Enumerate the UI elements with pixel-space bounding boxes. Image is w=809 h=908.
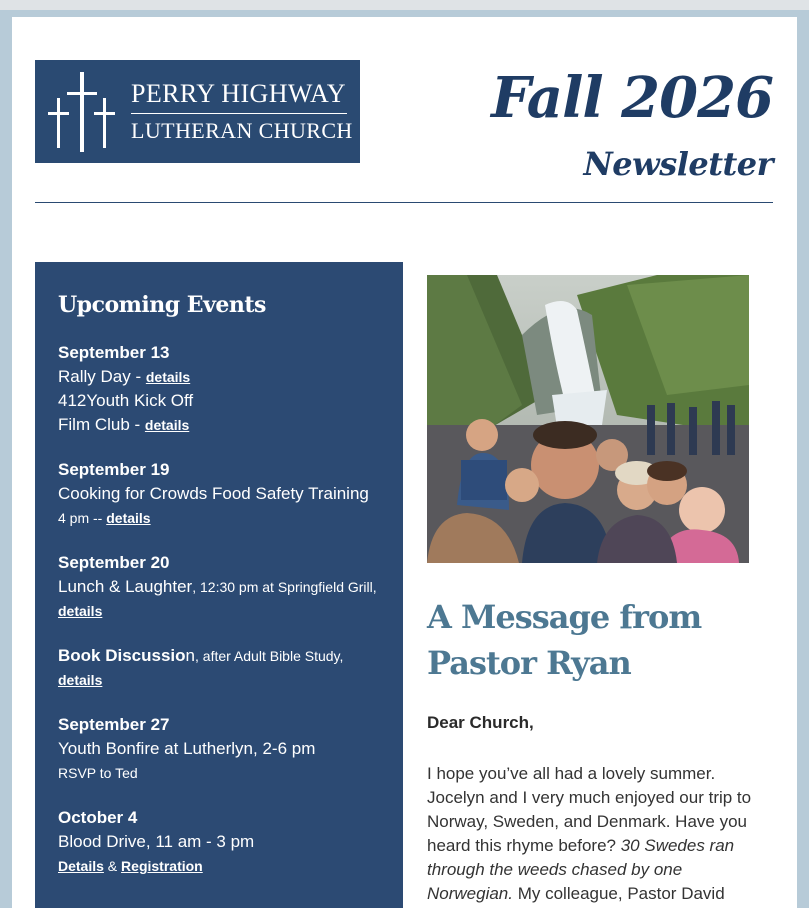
three-crosses-icon — [45, 68, 125, 156]
rally-day-details-link[interactable]: details — [145, 369, 191, 385]
newsletter-subtitle: Newsletter — [583, 145, 773, 183]
logo-line-2: LUTHERAN CHURCH — [131, 118, 353, 143]
event-date: October 4 — [58, 808, 138, 827]
message-body — [427, 762, 757, 906]
event-line — [58, 413, 403, 437]
header-divider — [35, 202, 773, 203]
event-detail: , after Adult Bible Study, — [195, 648, 344, 664]
church-logo — [35, 60, 360, 163]
ampersand: & — [103, 858, 122, 874]
message-body-end: My colleague, Pastor David — [513, 884, 725, 903]
message-body-rhyme: 30 Swedes ran through the weeds chased by one Norwegian. — [427, 836, 735, 903]
event-title-rest: n — [185, 646, 196, 665]
event-date: September 13 — [58, 343, 170, 362]
lunch-details-link[interactable]: details — [58, 603, 103, 619]
logo-line-1: PERRY HIGHWAY — [131, 79, 346, 108]
message-greeting: Dear Church, — [427, 713, 534, 732]
event-title: Film Club - — [58, 415, 145, 434]
event-group — [58, 806, 403, 878]
event-line — [58, 854, 403, 878]
event-line: 412Youth Kick Off — [58, 391, 194, 410]
event-line — [58, 668, 403, 692]
event-line — [58, 365, 403, 389]
event-detail: , 12:30 pm at Springfield Grill, — [192, 579, 377, 595]
upcoming-events-panel — [35, 262, 403, 908]
event-line — [58, 599, 403, 623]
event-group — [58, 458, 403, 530]
event-title: Lunch & Laughter — [58, 577, 193, 596]
blood-drive-registration-link[interactable]: Registration — [121, 858, 203, 874]
event-line — [58, 506, 403, 530]
event-detail: RSVP to Ted — [58, 765, 138, 781]
event-date: September 27 — [58, 715, 170, 734]
photo-illustration — [427, 275, 749, 563]
event-group — [58, 341, 403, 437]
message-heading — [427, 594, 767, 686]
newsletter-page — [12, 17, 797, 908]
event-line — [58, 644, 403, 668]
event-group — [58, 644, 403, 692]
event-date: September 20 — [58, 553, 170, 572]
event-date: September 19 — [58, 460, 170, 479]
event-time: 4 pm -- — [58, 510, 107, 526]
event-title-bold: Book Discussio — [58, 646, 186, 665]
message-heading-line-1: A Message from — [427, 598, 702, 636]
event-title: Rally Day - — [58, 367, 146, 386]
browser-top-bar — [0, 0, 809, 10]
book-discussion-details-link[interactable]: details — [58, 672, 103, 688]
event-title: Blood Drive, 11 am - 3 pm — [58, 832, 255, 851]
message-heading-line-2: Pastor Ryan — [427, 644, 631, 682]
message-body-intro: I hope you’ve all had a lovely summer. Jocelyn and I very much enjoyed our trip to Norway, Sweden, and Denmark. Have you heard this rhyme before? — [427, 764, 752, 855]
blood-drive-details-link[interactable]: Details — [58, 858, 104, 874]
event-group — [58, 551, 403, 623]
event-title: Cooking for Crowds Food Safety Training — [58, 484, 369, 503]
event-line — [58, 575, 403, 599]
events-heading: Upcoming Events — [58, 292, 266, 318]
event-title: Youth Bonfire at Lutherlyn, 2-6 pm — [58, 739, 316, 758]
film-club-details-link[interactable]: details — [144, 417, 190, 433]
waterfall-group-photo — [427, 275, 749, 563]
logo-rule — [131, 113, 347, 114]
cooking-details-link[interactable]: details — [106, 510, 151, 526]
newsletter-title: Fall 2026 — [491, 65, 773, 131]
event-group — [58, 713, 403, 785]
